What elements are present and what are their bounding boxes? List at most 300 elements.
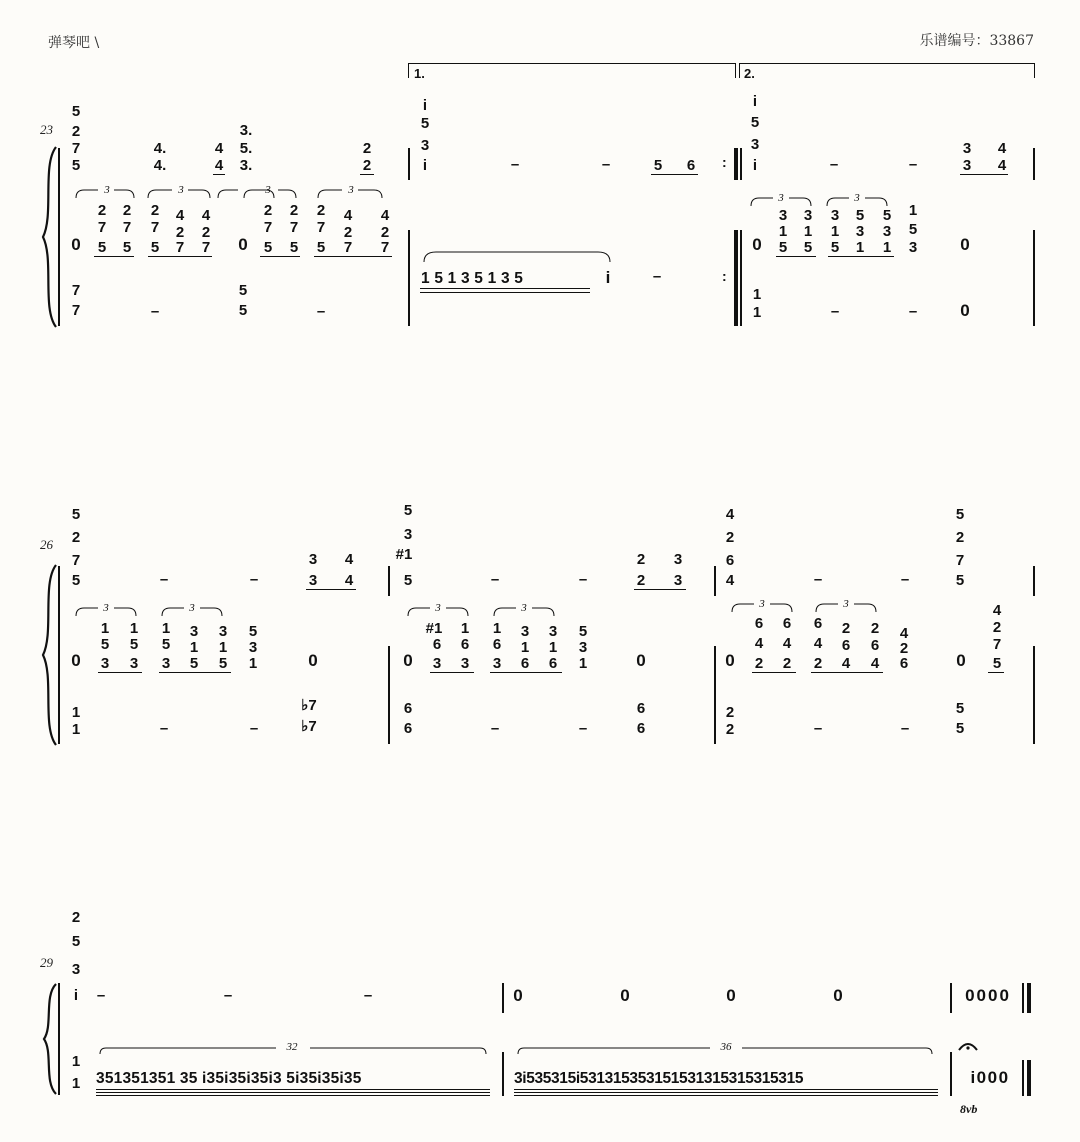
- underline: [96, 1089, 490, 1090]
- note: 5: [830, 239, 840, 256]
- note: 1: [830, 223, 840, 240]
- note: 3: [578, 639, 588, 656]
- barline: [408, 230, 410, 326]
- barline: [950, 1052, 952, 1096]
- note: 3: [882, 223, 892, 240]
- arpeggio-run-36: 3i535315i531315353151531315315315315: [514, 1070, 804, 1087]
- note: 7: [316, 219, 326, 236]
- tuplet-32-label: 32: [286, 1041, 298, 1053]
- note: 5: [238, 302, 248, 319]
- note: 2: [782, 655, 792, 672]
- note: 1: [71, 1075, 81, 1092]
- triplet-label: 3: [759, 598, 765, 610]
- note: 7: [71, 302, 81, 319]
- note: 0: [636, 651, 646, 670]
- note: 5: [122, 239, 132, 256]
- note: 0: [752, 235, 762, 254]
- note: 5: [420, 115, 430, 132]
- underline: [260, 256, 300, 257]
- score-number: 乐谱编号：33867: [919, 33, 1034, 49]
- note: 0: [308, 651, 318, 670]
- sustain-dash: –: [363, 987, 373, 1004]
- triplet-label: 3: [265, 184, 271, 196]
- note: 0: [238, 235, 248, 254]
- note: 1: [908, 202, 918, 219]
- note: 7: [71, 552, 81, 569]
- note: 6: [403, 700, 413, 717]
- note: 1: [100, 620, 110, 637]
- barline: [740, 230, 742, 326]
- note: 7: [263, 219, 273, 236]
- underline: [360, 174, 374, 175]
- note: 1: [71, 721, 81, 738]
- note: 5: [403, 502, 413, 519]
- note: 1: [548, 639, 558, 656]
- note: 1: [778, 223, 788, 240]
- note: 3: [100, 655, 110, 672]
- note: 7: [122, 219, 132, 236]
- sustain-dash: –: [900, 571, 910, 588]
- sustain-dash: –: [510, 156, 520, 173]
- note: 6: [782, 615, 792, 632]
- triplet-brackets-m25: [745, 194, 905, 208]
- sustain-dash: –: [159, 571, 169, 588]
- sustain-dash: –: [490, 720, 500, 737]
- note: i: [422, 157, 428, 174]
- note: 5: [161, 636, 171, 653]
- triplet-label: 3: [435, 602, 441, 614]
- note: 5: [100, 636, 110, 653]
- sustain-dash: –: [830, 303, 840, 320]
- slur: [420, 248, 614, 264]
- note: 6: [520, 655, 530, 672]
- note: i000: [970, 1068, 1010, 1087]
- sustain-dash: –: [908, 303, 918, 320]
- volta-2-bracket: [739, 63, 1035, 78]
- repeat-barline: [734, 148, 738, 180]
- note: 5: [403, 572, 413, 589]
- underline: [306, 589, 356, 590]
- note: 2: [725, 529, 735, 546]
- sustain-dash: –: [490, 571, 500, 588]
- note: 7: [150, 219, 160, 236]
- octave-marker: 8vb: [960, 1102, 978, 1116]
- note: 2: [71, 123, 81, 140]
- note: 5: [803, 239, 813, 256]
- note: 6: [870, 637, 880, 654]
- note: 1: [189, 639, 199, 656]
- barline: [740, 148, 742, 180]
- barline: [1033, 566, 1035, 596]
- note: 0: [71, 651, 81, 670]
- underline: [430, 672, 474, 673]
- underline: [514, 1095, 938, 1096]
- volta-1-label: 1.: [414, 66, 425, 81]
- note: 5: [653, 157, 663, 174]
- underline: [651, 174, 698, 175]
- note: 1: [248, 655, 258, 672]
- repeat-dots: :: [722, 154, 727, 170]
- note: 5: [955, 700, 965, 717]
- sustain-dash: –: [316, 303, 326, 320]
- note: 5: [289, 239, 299, 256]
- note: 2: [899, 640, 909, 657]
- note: 5: [316, 239, 326, 256]
- note: 5: [218, 655, 228, 672]
- note: 2: [71, 529, 81, 546]
- note: 3: [308, 551, 318, 568]
- note: 7: [992, 636, 1002, 653]
- note: 2: [201, 224, 211, 241]
- triplet-brackets-m23a: [68, 186, 238, 200]
- sustain-dash: –: [159, 720, 169, 737]
- note: 5: [955, 572, 965, 589]
- note: 6: [492, 636, 502, 653]
- note: 5: [955, 506, 965, 523]
- note: #1: [425, 620, 443, 637]
- note: 5: [882, 207, 892, 224]
- measure-number-26: 26: [40, 537, 53, 552]
- note: 4: [344, 551, 354, 568]
- tuplet-36-label: 36: [720, 1041, 732, 1053]
- rest: 0: [833, 986, 843, 1005]
- note: ♭7: [301, 697, 317, 714]
- note: 1: [460, 620, 470, 637]
- sustain-dash: –: [601, 156, 611, 173]
- note: 1: [71, 704, 81, 721]
- note: 4: [899, 625, 909, 642]
- note: 5: [71, 103, 81, 120]
- note: 1: [855, 239, 865, 256]
- sustain-dash: –: [578, 720, 588, 737]
- note: 2: [992, 619, 1002, 636]
- rest: 0: [726, 986, 736, 1005]
- note: 5: [855, 207, 865, 224]
- note: 3: [962, 157, 972, 174]
- note: 6: [636, 720, 646, 737]
- underline: [776, 256, 816, 257]
- note: 3: [778, 207, 788, 224]
- grand-staff-brace-3: [40, 982, 60, 1096]
- note: 5: [71, 572, 81, 589]
- note: 7: [71, 282, 81, 299]
- note: 4: [175, 207, 185, 224]
- system-line-3: [58, 983, 60, 1095]
- note: 3: [460, 655, 470, 672]
- underline: [960, 174, 1008, 175]
- note: 2: [71, 909, 81, 926]
- note: 2: [289, 202, 299, 219]
- underline: [98, 672, 142, 673]
- sustain-dash: –: [223, 987, 233, 1004]
- measure-number-23: 23: [40, 122, 53, 137]
- measure-number-29: 29: [40, 955, 53, 970]
- note: 1: [520, 639, 530, 656]
- rest: 0: [620, 986, 630, 1005]
- note: 3: [750, 136, 760, 153]
- note: 4.: [153, 140, 167, 157]
- note: 4.: [153, 157, 167, 174]
- note: 3: [189, 623, 199, 640]
- barline: [950, 983, 952, 1013]
- note: 0: [403, 651, 413, 670]
- note: 4: [841, 655, 851, 672]
- note: 2: [362, 140, 372, 157]
- note: 7: [955, 552, 965, 569]
- note: 4: [201, 207, 211, 224]
- note: 1: [752, 286, 762, 303]
- note: 2: [955, 529, 965, 546]
- barline: [388, 566, 390, 596]
- repeat-barline: [734, 230, 738, 326]
- note: 3: [673, 572, 683, 589]
- sustain-dash: –: [150, 303, 160, 320]
- note: 2: [150, 202, 160, 219]
- underline: [159, 672, 231, 673]
- underline: [213, 174, 225, 175]
- triplet-brackets-m27: [402, 604, 572, 618]
- note: 7: [97, 219, 107, 236]
- note: 4: [870, 655, 880, 672]
- grand-staff-brace-2: [40, 563, 60, 748]
- note: 4: [992, 602, 1002, 619]
- note: 6: [460, 636, 470, 653]
- note: i: [422, 97, 428, 114]
- note: 2: [380, 224, 390, 241]
- sustain-dash: –: [578, 571, 588, 588]
- note: 3: [71, 961, 81, 978]
- note: 5: [778, 239, 788, 256]
- note: 5: [97, 239, 107, 256]
- underline: [514, 1089, 938, 1090]
- triplet-label: 3: [189, 602, 195, 614]
- note: 4: [214, 157, 224, 174]
- note: 5: [263, 239, 273, 256]
- triplet-brackets-m26: [70, 604, 240, 618]
- sustain-dash: –: [813, 571, 823, 588]
- note: 2: [122, 202, 132, 219]
- note: 2: [813, 655, 823, 672]
- note: 3: [908, 239, 918, 256]
- note: 5: [248, 623, 258, 640]
- note: 3: [248, 639, 258, 656]
- note: 4: [997, 157, 1007, 174]
- note: 0: [960, 235, 970, 254]
- note: #1: [395, 546, 413, 563]
- note: 3: [420, 137, 430, 154]
- triplet-brackets-m28: [726, 600, 896, 614]
- note: 6: [432, 636, 442, 653]
- note: 6: [686, 157, 696, 174]
- underline: [94, 256, 134, 257]
- note: 7: [71, 140, 81, 157]
- barline: [1033, 646, 1035, 744]
- underline: [490, 672, 562, 673]
- triplet-label: 3: [104, 184, 110, 196]
- underline: [420, 292, 590, 293]
- note: 7: [343, 239, 353, 256]
- underline: [96, 1095, 490, 1096]
- note: 1: [492, 620, 502, 637]
- volta-1-bracket: [408, 63, 736, 78]
- note: 1: [129, 620, 139, 637]
- note: 0: [725, 651, 735, 670]
- note: 6: [899, 655, 909, 672]
- note: 5: [578, 623, 588, 640]
- note: 4: [997, 140, 1007, 157]
- final-barline-thin-bass: [1022, 1060, 1024, 1096]
- repeat-dots: :: [722, 268, 727, 284]
- note: 6: [636, 700, 646, 717]
- note: 5: [129, 636, 139, 653]
- note: 2: [175, 224, 185, 241]
- note: 4: [725, 506, 735, 523]
- note: 5: [238, 282, 248, 299]
- triplet-brackets-m23b: [238, 186, 398, 200]
- barline: [502, 983, 504, 1013]
- barline: [408, 148, 410, 180]
- underline: [828, 256, 894, 257]
- note: 6: [754, 615, 764, 632]
- note: 0: [960, 301, 970, 320]
- note: 2: [316, 202, 326, 219]
- triplet-label: 3: [178, 184, 184, 196]
- note: 2: [263, 202, 273, 219]
- note: 6: [403, 720, 413, 737]
- note: 6: [841, 637, 851, 654]
- note: 3: [673, 551, 683, 568]
- note: 5: [908, 221, 918, 238]
- note: 2: [870, 620, 880, 637]
- note: 6: [725, 552, 735, 569]
- volta-2-label: 2.: [744, 66, 755, 81]
- note: 4: [754, 635, 764, 652]
- note: 2: [636, 551, 646, 568]
- underline: [752, 672, 796, 673]
- underline: [148, 256, 212, 257]
- sustain-dash: –: [829, 156, 839, 173]
- note: 5: [71, 933, 81, 950]
- note: 3.: [239, 157, 253, 174]
- triplet-label: 3: [103, 602, 109, 614]
- note: 3: [161, 655, 171, 672]
- note: 3: [218, 623, 228, 640]
- note: 2: [362, 157, 372, 174]
- note: i: [752, 93, 758, 110]
- note: 3: [403, 526, 413, 543]
- sustain-dash: –: [813, 720, 823, 737]
- note: 2: [97, 202, 107, 219]
- sustain-dash: –: [96, 987, 106, 1004]
- note: 2: [343, 224, 353, 241]
- barline: [388, 646, 390, 744]
- site-watermark: 弹琴吧 \: [48, 35, 100, 51]
- underline: [314, 256, 392, 257]
- note: 1: [803, 223, 813, 240]
- note: 5: [955, 720, 965, 737]
- note: 4: [344, 572, 354, 589]
- note: 3: [520, 623, 530, 640]
- note: 7: [201, 239, 211, 256]
- sustain-dash: –: [249, 571, 259, 588]
- note: i: [73, 987, 79, 1004]
- triplet-label: 3: [778, 192, 784, 204]
- underline: [420, 288, 590, 289]
- note: 6: [548, 655, 558, 672]
- note: 2: [725, 721, 735, 738]
- rest: 0: [513, 986, 523, 1005]
- sustain-dash: –: [900, 720, 910, 737]
- note: 4: [725, 572, 735, 589]
- sustain-dash: –: [908, 156, 918, 173]
- underline: [811, 672, 883, 673]
- note: 1: [578, 655, 588, 672]
- barline: [502, 1052, 504, 1096]
- note: i: [752, 157, 758, 174]
- note: 1: [161, 620, 171, 637]
- note: 3: [492, 655, 502, 672]
- note: 6: [813, 615, 823, 632]
- note: 5: [150, 239, 160, 256]
- underline: [988, 672, 1004, 673]
- triplet-label: 3: [854, 192, 860, 204]
- barline: [1033, 230, 1035, 326]
- note: 4: [782, 635, 792, 652]
- triplet-label: 3: [843, 598, 849, 610]
- note: 2: [841, 620, 851, 637]
- note: 4: [380, 207, 390, 224]
- barline: [1033, 148, 1035, 180]
- note: 7: [380, 239, 390, 256]
- note: 0: [71, 235, 81, 254]
- arpeggio-run-32: 351351351 35 i35i35i35i3 5i35i35i35: [96, 1070, 362, 1087]
- system-line-2: [58, 566, 60, 744]
- note: 5: [71, 157, 81, 174]
- note: 1: [752, 304, 762, 321]
- note: 4: [813, 635, 823, 652]
- note: 5: [71, 506, 81, 523]
- note: 3: [432, 655, 442, 672]
- triplet-label: 3: [521, 602, 527, 614]
- note: ♭7: [301, 718, 317, 735]
- note: 1: [71, 1053, 81, 1070]
- note: 3: [129, 655, 139, 672]
- rest: 0000: [965, 986, 1011, 1005]
- note: 2: [636, 572, 646, 589]
- underline: [514, 1092, 938, 1093]
- note: 3: [830, 207, 840, 224]
- note: 4: [214, 140, 224, 157]
- underline: [634, 589, 686, 590]
- grand-staff-brace-1: [40, 145, 60, 330]
- note: 3.: [239, 122, 253, 139]
- note: 5: [750, 114, 760, 131]
- note: i: [605, 268, 611, 287]
- note: 3: [803, 207, 813, 224]
- arpeggio-run: 1 5 1 3 5 1 3 5: [421, 270, 524, 287]
- note: 4: [343, 207, 353, 224]
- final-barline-thin: [1022, 983, 1024, 1013]
- barline: [714, 566, 716, 596]
- note: 2: [725, 704, 735, 721]
- final-barline-thick-bass: [1027, 1060, 1031, 1096]
- note: 7: [289, 219, 299, 236]
- system-line-1: [58, 148, 60, 326]
- note: 7: [175, 239, 185, 256]
- underline: [96, 1092, 490, 1093]
- note: 1: [218, 639, 228, 656]
- note: 3: [962, 140, 972, 157]
